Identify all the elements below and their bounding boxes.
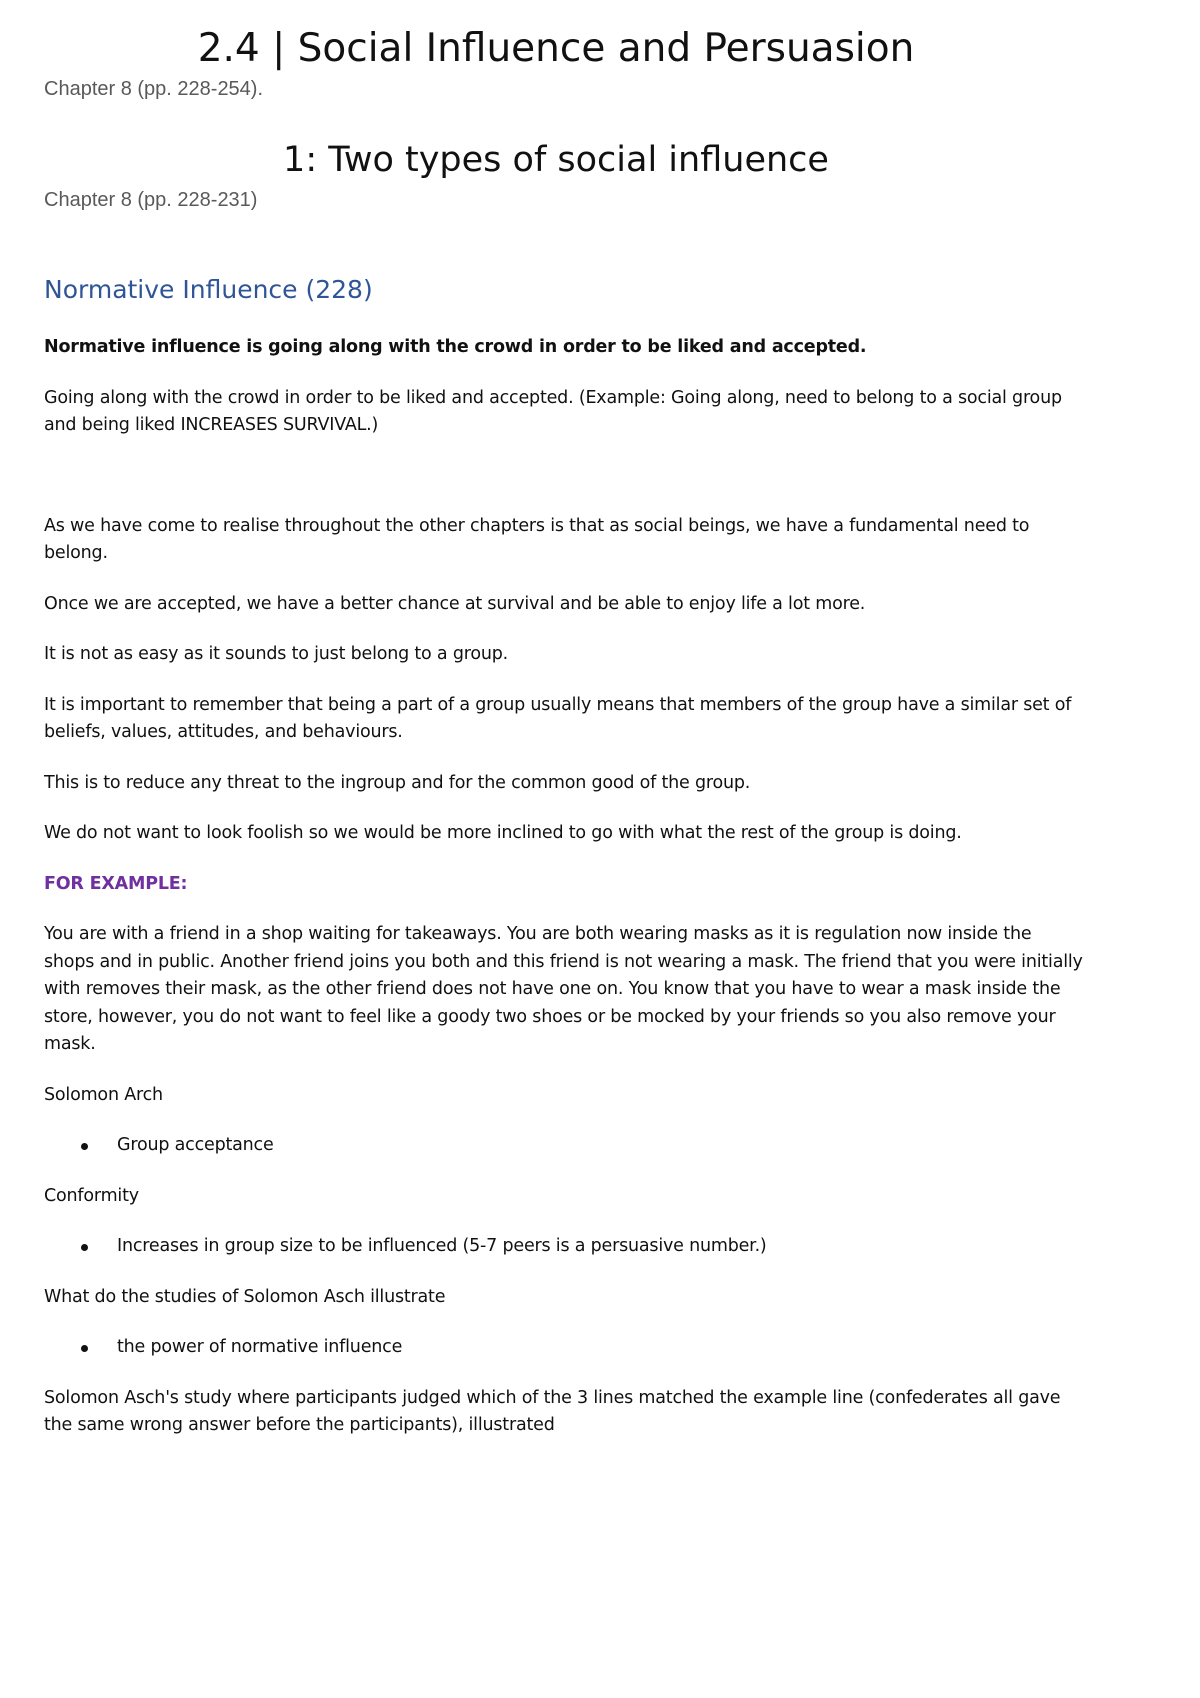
- threat-paragraph: This is to reduce any threat to the ingroup and for the common good of the group.: [44, 772, 751, 793]
- asch-question: What do the studies of Solomon Asch illustrate: [44, 1286, 446, 1307]
- beliefs-paragraph: It is important to remember that being a part of a group usually means that members of the group have a similar set of beliefs, values, attitudes, and behaviours.: [44, 694, 1072, 742]
- document-body: [44, 334, 1084, 1463]
- for-example-label: FOR EXAMPLE:: [44, 873, 188, 894]
- bullet-icon: [81, 1143, 88, 1150]
- title-chapter-reference: Chapter 8 (pp. 228-254).: [44, 78, 264, 100]
- conformity-list: [44, 1233, 1084, 1261]
- asch-list: [44, 1334, 1084, 1362]
- document-title: 2.4 | Social Influence and Persuasion: [197, 26, 915, 71]
- foolish-paragraph: We do not want to look foolish so we would be more inclined to go with what the rest of the group is doing.: [44, 823, 962, 843]
- bullet-icon: [81, 1244, 88, 1251]
- list-item: [44, 1132, 1084, 1160]
- definition-paragraph: Normative influence is going along with the crowd in order to be liked and accepted.: [44, 337, 867, 357]
- asch-study-paragraph: Solomon Asch's study where participants judged which of the 3 lines matched the example line (confederates all gave the same wrong answer before the participants), illustrated: [44, 1387, 1061, 1435]
- normative-influence-heading: Normative Influence (228): [44, 275, 373, 304]
- solomon-arch-list: [44, 1132, 1084, 1160]
- easy-paragraph: It is not as easy as it sounds to just belong to a group.: [44, 644, 509, 664]
- belong-paragraph: As we have come to realise throughout the other chapters is that as social beings, we have a fundamental need to belong.: [44, 515, 1030, 563]
- bullet-text: Increases in group size to be influenced (5-7 peers is a persuasive number.): [117, 1236, 767, 1256]
- mask-example-paragraph: You are with a friend in a shop waiting for takeaways. You are both wearing masks as it is regulation now inside the shops and in public. Another friend joins you both and this friend is not wearing a mask. The friend that you were initially with removes their mask, as the other friend does not have one on. You know that you have to wear a mask inside the store, however, you do not want to feel like a goody two shoes or be mocked by your friends so you also remove your mask.: [44, 924, 1083, 1054]
- section-title: 1: Two types of social influence: [283, 140, 829, 180]
- solomon-arch-label: Solomon Arch: [44, 1084, 163, 1105]
- list-item: [44, 1334, 1084, 1362]
- example-paragraph: Going along with the crowd in order to be liked and accepted. (Example: Going along, need to belong to a social group and being liked INCREASES SURVIVAL.): [44, 387, 1062, 435]
- bullet-text: the power of normative influence: [117, 1337, 403, 1357]
- list-item: [44, 1233, 1084, 1261]
- conformity-label: Conformity: [44, 1185, 139, 1206]
- section-chapter-reference: Chapter 8 (pp. 228-231): [44, 189, 258, 211]
- bullet-text: Group acceptance: [117, 1135, 274, 1155]
- survival-paragraph: Once we are accepted, we have a better chance at survival and be able to enjoy life a lot more.: [44, 593, 866, 614]
- bullet-icon: [81, 1345, 88, 1352]
